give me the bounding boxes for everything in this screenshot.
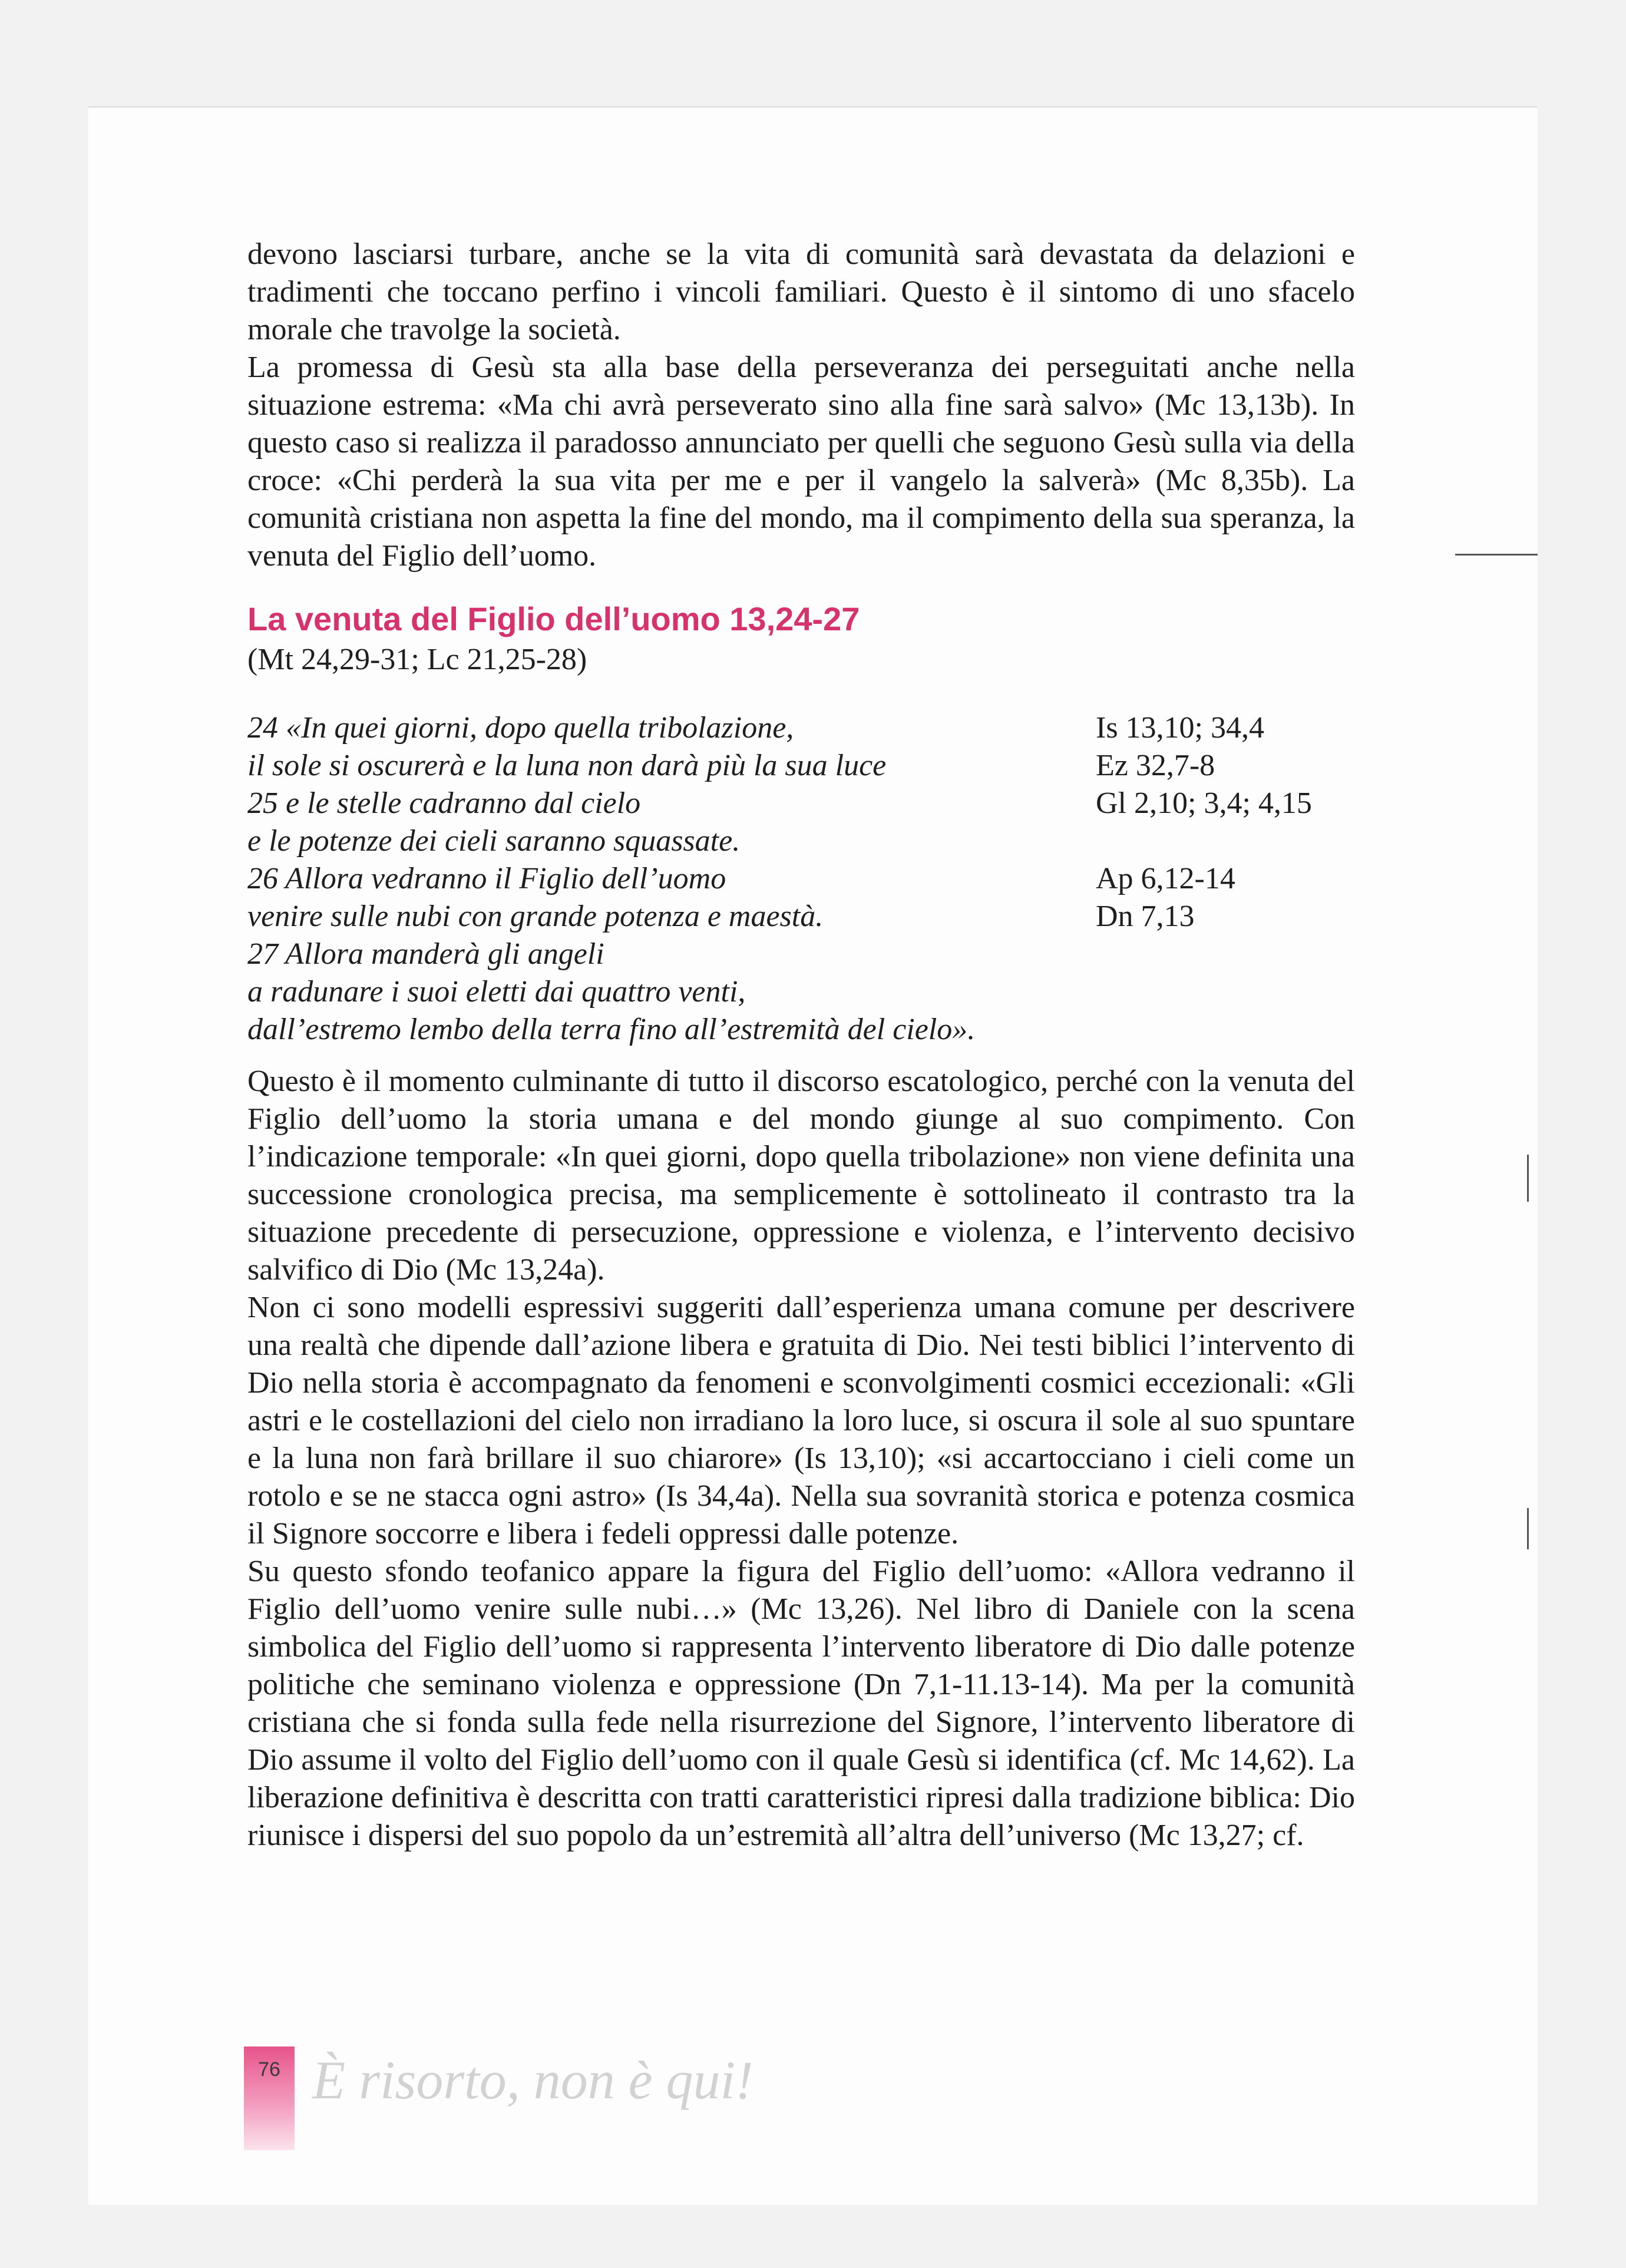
verse-row bbox=[247, 973, 1355, 1011]
paragraph-main-2: Non ci sono modelli espressivi suggeriti dall’esperienza umana comune per descrivere una realtà che dipende dall’azione libera e gratuita di Dio. Nei testi biblici l’intervento di Dio nella storia è accompagnato da fenomeni e sconvolgimenti cosmici eccezionali: «Gli astri e le costellazioni del cielo non irradiano la loro luce, si oscura il sole al suo spuntare e la luna non farà brillare il suo chiarore» (Is 13,10); «si accartocciano i cieli come un rotolo e se ne stacca ogni astro» (Is 34,4a). Nella sua sovranità storica e potenza cosmica il Signore soccorre e libera i fedeli oppressi dalle potenze. bbox=[247, 1291, 1355, 1550]
margin-scan-mark bbox=[1527, 1155, 1529, 1202]
verse-reference bbox=[1096, 1011, 1355, 1049]
page-number-tab bbox=[244, 2047, 295, 2150]
paragraph-intro-2: La promessa di Gesù sta alla base della perseveranza dei perseguitati anche nella situazione estrema: «Ma chi avrà perseverato sino alla fine sarà salvo» (Mc 13,13b). In questo caso si realizza il paradosso annunciato per quelli che seguono Gesù sulla via della croce: «Chi perderà la sua vita per me e per il vangelo la salverà» (Mc 8,35b). La comunità cristiana non aspetta la fine del mondo, ma il compimento della sua speranza, la venuta del Figlio dell’uomo. bbox=[247, 351, 1355, 573]
margin-scan-mark bbox=[1527, 1508, 1529, 1549]
verse-reference: Ez 32,7-8 bbox=[1096, 749, 1215, 782]
verse-text: 26 Allora vedranno il Figlio dell’uomo bbox=[247, 862, 726, 895]
verse-row bbox=[247, 935, 1355, 973]
verse-text: a radunare i suoi eletti dai quattro venti, bbox=[247, 975, 746, 1009]
verse-reference: Ap 6,12-14 bbox=[1096, 862, 1235, 895]
verse-reference: Is 13,10; 34,4 bbox=[1096, 711, 1264, 745]
verse-row bbox=[247, 709, 1355, 747]
paragraph-main-1: Questo è il momento culminante di tutto il discorso escatologico, perché con la venuta del Figlio dell’uomo la storia umana e del mondo giunge al suo compimento. Con l’indicazione temporale: «In quei giorni, dopo quella tribolazione» non viene definita una successione cronologica precisa, ma semplicemente è sottolineato il contrasto tra la situazione precedente di persecuzione, oppressione e violenza, e l’intervento decisivo salvifico di Dio (Mc 13,24a). bbox=[247, 1064, 1355, 1287]
verse-text: 24 «In quei giorni, dopo quella tribolazione, bbox=[247, 711, 794, 745]
verse-row bbox=[247, 1011, 1355, 1049]
paragraph-intro-1: devono lasciarsi turbare, anche se la vita di comunità sarà devastata da delazioni e tradimenti che toccano perfino i vincoli familiari. Questo è il sintomo di uno sfacelo morale che travolge la società. bbox=[247, 237, 1355, 346]
verse-row bbox=[247, 785, 1355, 822]
verse-reference bbox=[1096, 973, 1355, 1011]
verse-table bbox=[247, 709, 1355, 1049]
page-body bbox=[247, 236, 1355, 1854]
paragraph-main-3: Su questo sfondo teofanico appare la figura del Figlio dell’uomo: «Allora vedranno il Figlio dell’uomo venire sulle nubi…» (Mc 13,26). Nel libro di Daniele con la scena simbolica del Figlio dell’uomo si rappresenta l’intervento liberatore di Dio dalle potenze politiche che seminano violenza e oppressione (Dn 7,1-11.13-14). Ma per la comunità cristiana che si fonda sulla fede nella risurrezione del Signore, l’intervento liberatore di Dio assume il volto del Figlio dell’uomo con il quale Gesù si identifica (cf. Mc 14,62). La liberazione definitiva è descritta con tratti caratteristici ripresi dalla tradizione biblica: Dio riunisce i dispersi del suo popolo da un’estremità all’altra dell’universo (Mc 13,27; cf. bbox=[247, 1555, 1355, 1852]
verse-text: venire sulle nubi con grande potenza e maestà. bbox=[247, 900, 824, 933]
verse-reference bbox=[1096, 822, 1355, 860]
verse-reference: Gl 2,10; 3,4; 4,15 bbox=[1096, 786, 1312, 820]
verse-text: 27 Allora manderà gli angeli bbox=[247, 937, 604, 971]
margin-scan-mark bbox=[1455, 554, 1538, 556]
verse-reference bbox=[1096, 935, 1355, 973]
verse-text: dall’estremo lembo della terra fino all’estremità del cielo». bbox=[247, 1013, 976, 1046]
section-parallels: (Mt 24,29-31; Lc 21,25-28) bbox=[247, 643, 587, 676]
running-footer-title: È risorto, non è qui! bbox=[312, 2050, 753, 2110]
verse-text: il sole si oscurerà e la luna non darà più la sua luce bbox=[247, 749, 887, 782]
verse-text: 25 e le stelle cadranno dal cielo bbox=[247, 786, 641, 820]
verse-row bbox=[247, 747, 1355, 785]
page-number: 76 bbox=[258, 2058, 280, 2081]
section-title: La venuta del Figlio dell’uomo 13,24-27 bbox=[247, 600, 860, 637]
verse-row bbox=[247, 860, 1355, 898]
verse-text: e le potenze dei cieli saranno squassate. bbox=[247, 824, 741, 858]
verse-reference: Dn 7,13 bbox=[1096, 900, 1195, 933]
verse-row bbox=[247, 898, 1355, 935]
verse-row bbox=[247, 822, 1355, 860]
